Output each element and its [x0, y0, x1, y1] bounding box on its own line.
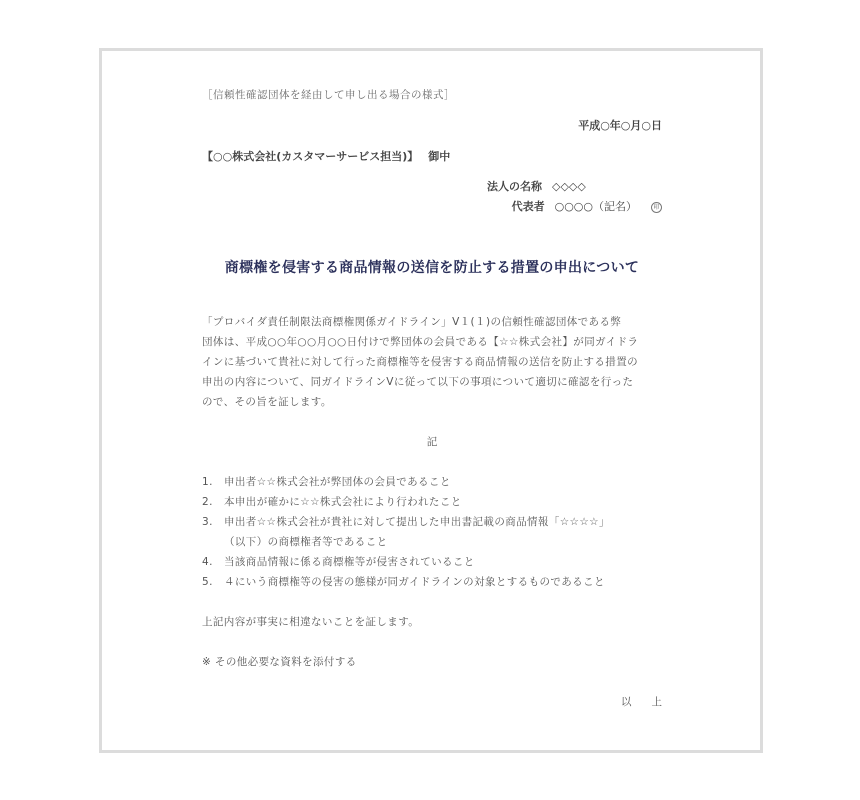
- item-text: （以下）の商標権者等であること: [224, 536, 388, 548]
- body-line: 団体は、平成○○年○○月○○日付けで弊団体の会員である【☆☆株式会社】が同ガイドラ: [202, 336, 639, 348]
- sender-rep-row: [202, 197, 662, 217]
- document-title: 商標権を侵害する商品情報の送信を防止する措置の申出について: [224, 260, 640, 276]
- body-paragraph: [202, 312, 662, 412]
- list-item: [202, 572, 662, 592]
- body-line: 申出の内容について、同ガイドラインVに従って以下の事項について適切に確認を行った: [202, 376, 634, 388]
- list-item: [202, 492, 662, 512]
- item-text: 申出者☆☆株式会社が貴社に対して提出した申出書記載の商品情報「☆☆☆☆」: [224, 516, 610, 528]
- item-number: 3.: [202, 516, 213, 528]
- item-text: ４にいう商標権等の侵害の態様が同ガイドラインの対象とするものであること: [224, 576, 605, 588]
- ki-heading: 記: [426, 436, 438, 448]
- seal-icon: 印: [651, 202, 662, 213]
- attachment-note: ※ その他必要な資料を添付する: [202, 656, 357, 668]
- addressee: [202, 147, 662, 167]
- form-note: ［信頼性確認団体を経由して申し出る場合の様式］: [202, 89, 455, 101]
- item-list: [202, 472, 662, 592]
- document-page: [99, 48, 763, 753]
- addressee-name: 【○○株式会社(カスタマーサービス担当)】: [202, 150, 419, 163]
- sender-block: [202, 177, 662, 217]
- addressee-honorific: 御中: [428, 150, 451, 163]
- item-number: 1.: [202, 476, 213, 488]
- item-number: 5.: [202, 576, 213, 588]
- corp-name-label: 法人の名称: [487, 180, 542, 193]
- document-content: [202, 85, 682, 712]
- corp-name-value: ◇◇◇◇: [552, 180, 586, 193]
- item-text: 申出者☆☆株式会社が弊団体の会員であること: [224, 476, 451, 488]
- list-item-continuation: [202, 532, 662, 552]
- list-item: [202, 512, 662, 532]
- document-date: 平成○年○月○日: [578, 119, 662, 132]
- body-line: ので、その旨を証します。: [202, 396, 332, 408]
- closing-mark: 以上: [621, 696, 682, 708]
- list-item: [202, 472, 662, 492]
- certification-statement: 上記内容が事実に相違ないことを証します。: [202, 616, 420, 628]
- representative-label: 代表者: [511, 200, 545, 213]
- item-number: 2.: [202, 496, 213, 508]
- item-text: 本申出が確かに☆☆株式会社により行われたこと: [224, 496, 462, 508]
- representative-value: ○○○○（記名）: [554, 200, 637, 213]
- list-item: [202, 552, 662, 572]
- sender-corp-row: [202, 177, 662, 197]
- body-line: 「プロバイダ責任制限法商標権関係ガイドライン」V１(１)の信頼性確認団体である弊: [202, 316, 622, 328]
- item-number: 4.: [202, 556, 213, 568]
- item-text: 当該商品情報に係る商標権等が侵害されていること: [224, 556, 475, 568]
- body-line: インに基づいて貴社に対して行った商標権等を侵害する商品情報の送信を防止する措置の: [202, 356, 638, 368]
